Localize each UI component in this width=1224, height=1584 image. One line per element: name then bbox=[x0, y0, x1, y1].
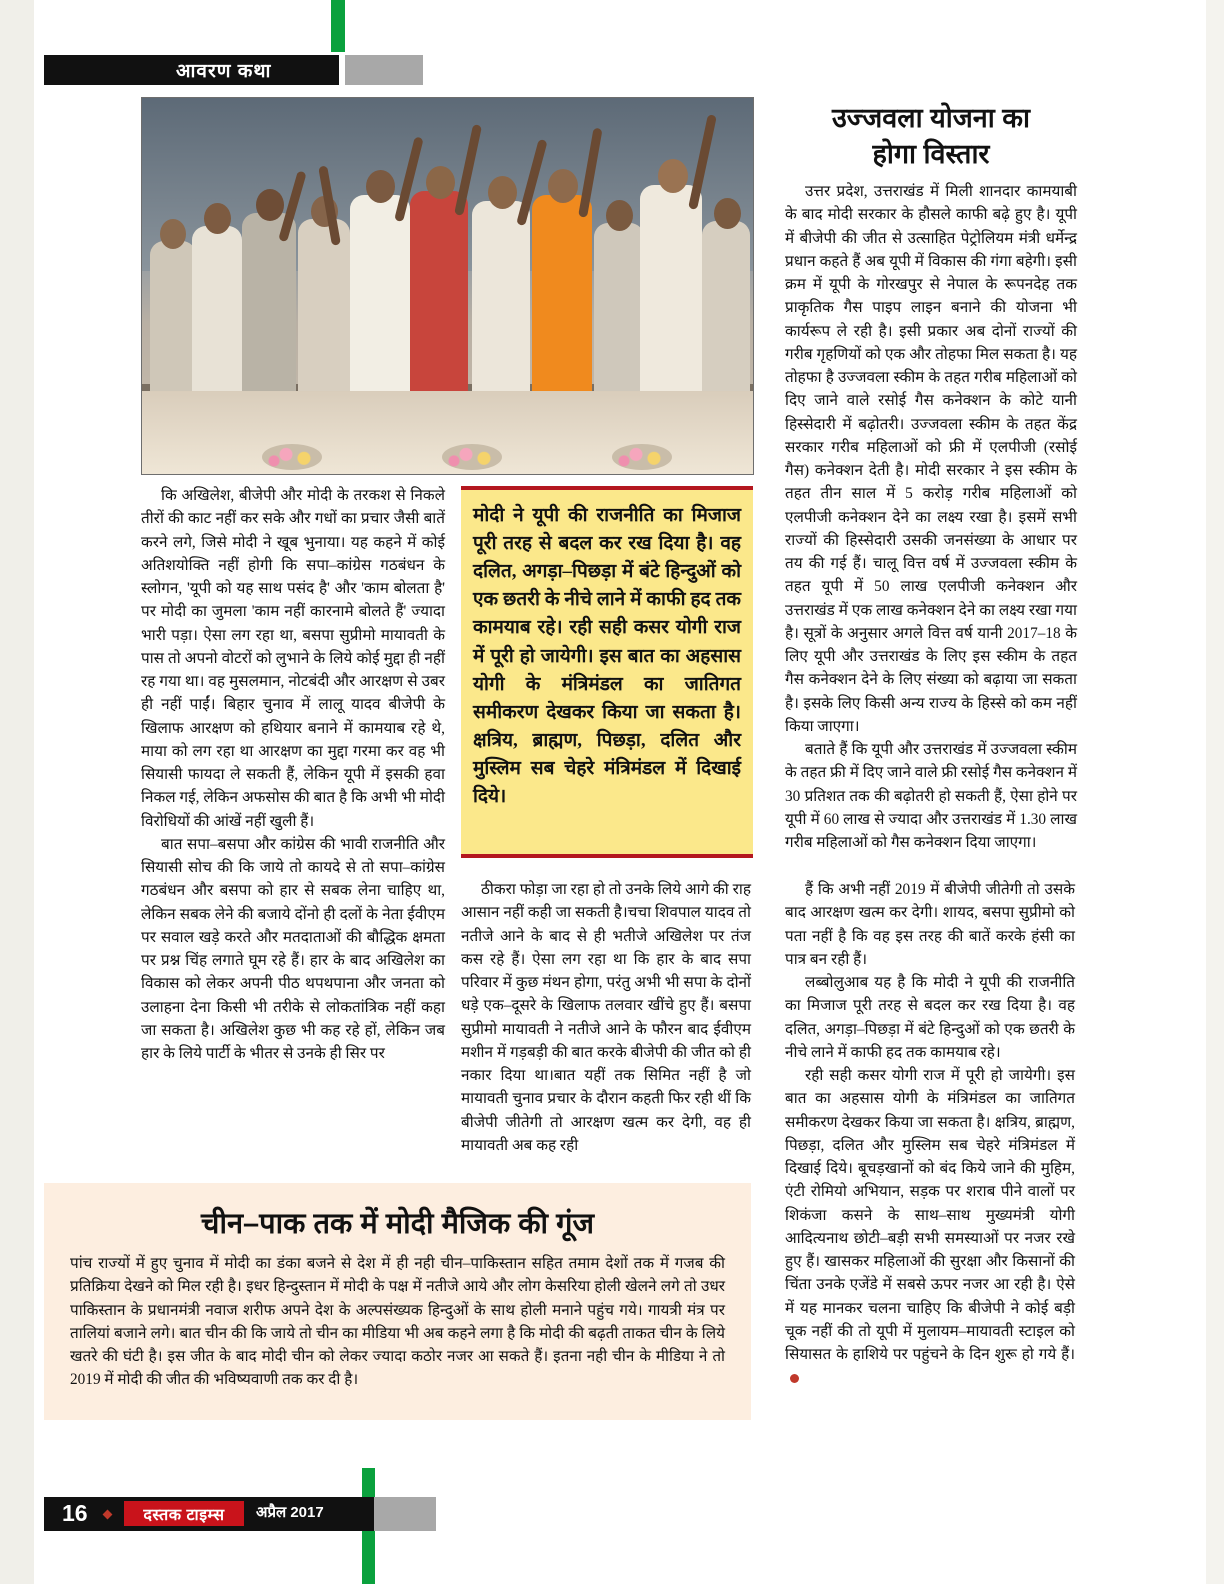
pull-quote bbox=[461, 486, 753, 858]
paragraph: लब्बोलुआब यह है कि मोदी ने यूपी की राजनीति का मिजाज पूरी तरह से बदल कर रख दिया है। वह दलित, अगड़ा–पिछड़ा में बंटे हिन्दुओं को एक छतरी के नीचे लाने में काफी हद तक कामयाब रहे। bbox=[785, 974, 1075, 1061]
paragraph-text: रही सही कसर योगी राज में पूरी हो जायेगी। इस बात का अहसास योगी के मंत्रिमंडल का जातिगत समीकरण देखकर किया जा सकता है। क्षत्रिय, ब्राह्मण, पिछड़ा, दलित और मुस्लिम सब चेहरे मंत्रिमंडल में दिखाई दिये। बूचड़खानों को बंद किये जाने की मुहिम, एंटी रोमियो अभियान, सड़क पर शराब पीने वालों पर शिकंजा कसने के साथ–साथ मुख्यमंत्री योगी आदित्यनाथ छोटी–बड़ी सभी समस्याओं पर नजर रखे हुए हैं। खासकर महिलाओं की सुरक्षा और किसानों की चिंता उनके एजेंडे में सबसे ऊपर नजर आ रही है। ऐसे में यह मानकर चलना चाहिए कि बीजेपी ने कोई बड़ी चूक नहीं की तो यूपी में मुलायम–मायावती स्टाइल को सियासत के हाशिये पर पहुंचने के दिन शुरू हो गये हैं। bbox=[785, 1067, 1075, 1363]
photo-figure bbox=[532, 195, 592, 391]
right-margin-rail bbox=[1206, 0, 1224, 1584]
photo-figure bbox=[472, 201, 530, 391]
left-margin-rail bbox=[0, 0, 34, 1584]
photo-figure bbox=[702, 221, 750, 391]
photo-flower-decoration bbox=[262, 444, 322, 470]
photo-figure bbox=[242, 213, 296, 391]
photo-figure bbox=[350, 195, 410, 391]
sidebar-article-title-line2: होगा विस्तार bbox=[872, 139, 990, 170]
feature-box-title: चीन–पाक तक में मोदी मैजिक की गूंज bbox=[201, 1208, 594, 1240]
photo-figure bbox=[410, 191, 468, 391]
paragraph: हैं कि अभी नहीं 2019 में बीजेपी जीतेगी तो उसके बाद आरक्षण खत्म कर देगी। शायद, बसपा सुप्रीमो को पता नहीं है कि वह इस तरह की बातें करके हंसी का पात्र बन रही हैं। bbox=[785, 881, 1075, 968]
category-header bbox=[44, 55, 339, 85]
feature-box-body: पांच राज्यों में हुए चुनाव में मोदी का डंका बजने से देश में ही नही चीन–पाकिस्तान सहित तमाम देशों तक में गजब की प्रतिक्रिया देखने को मिल रही है। इधर हिन्दुस्तान में मोदी के पक्ष में नतीजे आये और लोग केसरिया होली खेलने लगे तो उधर पाकिस्तान के प्रधानमंत्री नवाज शरीफ अपने देश के अल्पसंख्यक हिन्दुओं के साथ होली मनाने पहुंच गये। गायत्री मंत्र पर तालियां बजाने लगे। बात चीन की कि जाये तो चीन का मीडिया भी अब कहने लगा है कि मोदी की बढ़ती ताकत चीन के लिये खतरे की घंटी है। इस जीत के बाद मोदी चीन को लेकर ज्यादा कठोर नजर आ सकते हैं। इतना नही चीन के मीडिया ने तो 2019 में मोदी की जीत की भविष्यवाणी तक कर दी है। bbox=[70, 1255, 725, 1389]
paragraph: ठीकरा फोड़ा जा रहा हो तो उनके लिये आगे की राह आसान नहीं कही जा सकती है।चचा शिवपाल यादव तो नतीजे आने के बाद से ही भतीजे अखिलेश पर तंज कस रहे हैं। ऐसा लग रहा था कि हार के बाद सपा परिवार में कुछ मंथन होगा, परंतु अभी भी सपा के दोनों धड़े एक–दूसरे के खिलाफ तलवार खींचे हुए हैं। बसपा सुप्रीमो मायावती ने नतीजे आने के फौरन बाद ईवीएम मशीन में गड़बड़ी की बात करके बीजेपी की जीत को ही नकार दिया था।बात यहीं तक सिमित नहीं है जो मायावती चुनाव प्रचार के दौरान कहती फिर रही थीं कि बीजेपी जीतेगी तो आरक्षण खत्म कर देगी, वह ही मायावती अब कह रही bbox=[461, 881, 751, 1154]
photo-figure bbox=[594, 223, 644, 391]
photo-figure bbox=[192, 226, 242, 391]
paragraph: बात सपा–बसपा और कांग्रेस की भावी राजनीति और सियासी सोच की कि जाये तो कायदे से तो सपा–कांग्रेस गठबंधन और बसपा को हार से सबक लेना चाहिए था, लेकिन सबक लेने की बजाये दोंनो ही दलों के नेता ईवीएम पर सवाल खड़े करते और मतदाताओं की बौद्धिक क्षमता पर प्रश्न चिंह लगाते घूम रहे हैं। हार के बाद अखिलेश का विकास को लेकर अपनी पीठ थपथपाना और जनता को उलाहना देना किसी भी तरीके से लोकतांत्रिक नहीं कहा जा सकता है। अखिलेश कुछ भी कह रहे हों, लेकिन जब हार के लिये पार्टी के भीतर से उनके ही सिर पर bbox=[141, 835, 445, 1062]
paragraph bbox=[785, 1064, 1075, 1390]
end-of-article-dot bbox=[790, 1374, 799, 1383]
photo-flower-decoration bbox=[442, 444, 502, 470]
article-middle-column bbox=[461, 878, 751, 1157]
magazine-logo: दस्तक टाइम्स bbox=[124, 1501, 244, 1526]
category-label: आवरण कथा bbox=[176, 61, 272, 82]
article-left-column bbox=[141, 484, 445, 1065]
sidebar-article-title bbox=[785, 100, 1077, 172]
sidebar-article-body bbox=[785, 180, 1077, 854]
photo-figure bbox=[640, 185, 702, 391]
sidebar-article-title-line1: उज्जवला योजना का bbox=[832, 103, 1030, 133]
article-right-column bbox=[785, 878, 1075, 1390]
feature-box bbox=[44, 1183, 751, 1420]
page-number: 16 bbox=[62, 1500, 88, 1526]
photo-figure bbox=[150, 241, 196, 391]
paragraph: बताते हैं कि यूपी और उत्तराखंड में उज्जवला स्कीम के तहत फ्री में दिए जाने वाले फ्री रसोई गैस कनेक्शन में 30 प्रतिशत तक की बढ़ोतरी हो सकती हैं, ऐसा होने पर यूपी में 60 लाख से ज्यादा और उत्तराखंड में 1.30 लाख गरीब महिलाओं को गैस कनेक्शन दिया जाएगा। bbox=[785, 741, 1077, 851]
photo-flower-decoration bbox=[612, 444, 672, 470]
category-header-accent bbox=[345, 55, 423, 85]
footer-bar-accent bbox=[374, 1497, 436, 1531]
lead-photo bbox=[141, 97, 754, 475]
top-green-bar bbox=[331, 0, 345, 52]
photo-figure bbox=[298, 219, 350, 391]
paragraph: कि अखिलेश, बीजेपी और मोदी के तरकश से निकले तीरों की काट नहीं कर सके और गधों का प्रचार जैसी बातें करने लगे, जिसे मोदी ने खूब भुनाया। यह कहने में कोई अतिशयोक्ति नहीं होगी कि सपा–कांग्रेस गठबंधन के स्लोगन, 'यूपी को यह साथ पसंद है' और 'काम बोलता है' पर मोदी का जुमला 'काम नहीं कारनामे बोलते हैं' ज्यादा भारी पड़ा। ऐसा लग रहा था, बसपा सुप्रीमो मायावती के पास तो अपनो वोटरों को लुभाने के लिये कोई मुद्दा ही नहीं रह गया था। वह मुसलमान, नोटबंदी और आरक्षण से उबर ही नहीं पाईं। बिहार चुनाव में लालू यादव बीजेपी के खिलाफ आरक्षण को हथियार बनाने में कामयाब रहे थे, माया को लग रहा था आरक्षण का मुद्दा गरमा कर वह भी सियासी फायदा ले सकती हैं, लेकिन यूपी में इसकी हवा निकल गई, लेकिन अफसोस की बात है कि अभी भी मोदी विरोधियों की आंखें नहीं खुली हैं। bbox=[141, 487, 445, 830]
paragraph: उत्तर प्रदेश, उत्तराखंड में मिली शानदार कामयाबी के बाद मोदी सरकार के हौसले काफी बढ़े हुए है। यूपी में बीजेपी की जीत से उत्साहित पेट्रोलियम मंत्री धर्मेन्द्र प्रधान कहते हैं अब यूपी में विकास की गंगा बहेगी। इसी क्रम में यूपी के गोरखपुर से नेपाल के रूपनदेह तक प्राकृतिक गैस पाइप लाइन बनाने की योजना भी कार्यरूप ले रही है। इसी प्रकार अब दोनों राज्यों की गरीब गृहणियों को एक और तोहफा मिल सकता है। यह तोहफा है उज्जवला स्कीम के तहत गरीब महिलाओं को दिए जाने वाले रसोई गैस कनेक्शन के कोटे यानी हिस्सेदारी में बढ़ोतरी। उज्जवला स्कीम के तहत केंद्र सरकार गरीब महिलाओं को फ्री में एलपीजी (रसोई गैस) कनेक्शन देती है। मोदी सरकार ने इस स्कीम के तहत तीन साल में 5 करोड़ गरीब महिलाओं को एलपीजी कनेक्शन देने का लक्ष्य रखा है। इसमें सभी राज्यों की हिस्सेदारी उसकी जनसंख्या के आधार पर तय की गई हैं। चालू वित्त वर्ष में उज्जवला स्कीम के तहत यूपी में 50 लाख एलपीजी कनेक्शन और उत्तराखंड में एक लाख कनेक्शन देने का लक्ष्य रखा गया है। सूत्रों के अनुसार अगले वित्त वर्ष यानी 2017–18 के लिए यूपी और उत्तराखंड के लिए इस स्कीम के तहत गैस कनेक्शन देने के लिए संख्या को बढ़ाया जा सकता है। इसके लिए किसी अन्य राज्य के हिस्से को कम नहीं किया जाएगा। bbox=[785, 183, 1077, 735]
issue-date: अप्रैल 2017 bbox=[256, 1504, 324, 1521]
pull-quote-text: मोदी ने यूपी की राजनीति का मिजाज पूरी तरह से बदल कर रख दिया है। वह दलित, अगड़ा–पिछड़ा में बंटे हिन्दुओं को एक छतरी के नीचे लाने में काफी हद तक कामयाब रहे। रही सही कसर योगी राज में पूरी हो जायेगी। इस बात का अहसास योगी के मंत्रिमंडल का जातिगत समीकरण देखकर किया जा सकता है। क्षत्रिय, ब्राह्मण, पिछड़ा, दलित और मुस्लिम सब चेहरे मंत्रिमंडल में दिखाई दिये। bbox=[473, 505, 741, 808]
